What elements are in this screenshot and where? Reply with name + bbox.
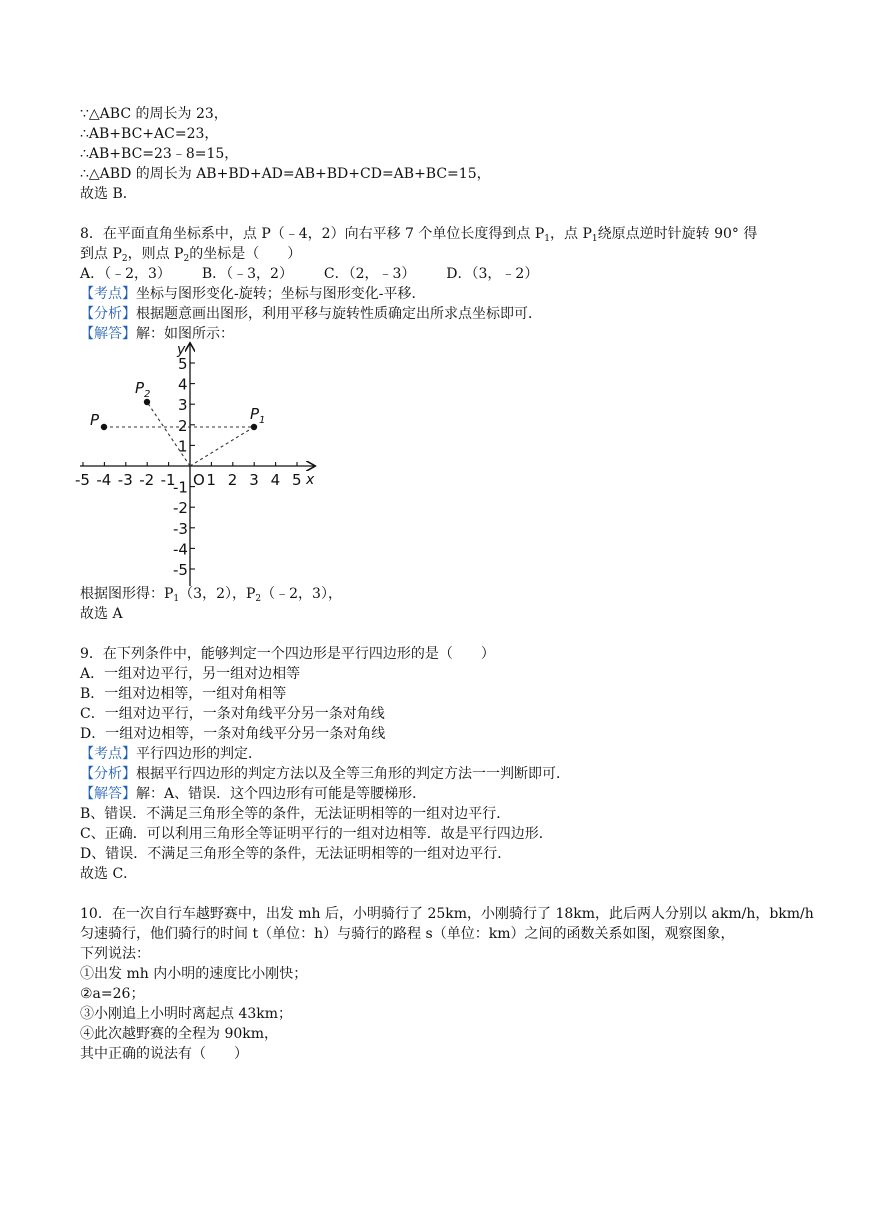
q9-solution-d: D、错误．不满足三角形全等的条件，无法证明相等的一组对边平行．: [80, 846, 512, 862]
q9-fenxi: 【分析】根据平行四边形的判定方法以及全等三角形的判定方法一一判断即可．: [80, 766, 570, 782]
point-p2-label: $P_2$: [135, 379, 151, 400]
y-tick-label: -1: [173, 478, 188, 497]
x-tick-label: 3: [249, 471, 259, 489]
q9-option-c: C．一组对边平行，一条对角线平分另一条对角线: [80, 706, 385, 722]
q10-statement-2: ②a=26；: [80, 986, 145, 1002]
y-tick-label: -2: [173, 499, 188, 518]
origin-label: O: [193, 471, 205, 489]
q9-solution-b: B、错误．不满足三角形全等的条件，无法证明相等的一组对边平行．: [80, 806, 511, 822]
x-tick-label: 1: [206, 471, 216, 489]
q8-stem-line-1: 8．在平面直角坐标系中，点 P（﹣4，2）向右平移 7 个单位长度得到点 $P_1$，点 $P_1$绕原点逆时针旋转 90° 得: [80, 226, 758, 244]
point-p1: [251, 424, 257, 430]
q8-option-a: A．（﹣2，3）: [80, 266, 171, 282]
origin-to-p1-dashed-line: [190, 427, 254, 466]
x-tick-label: 4: [270, 471, 281, 489]
prev-line-4: ∴△ABD 的周长为 AB+BD+AD=AB+BD+CD=AB+BC=15，: [80, 166, 491, 182]
x-tick-label: -3: [117, 471, 133, 489]
q10-stem-line-3: 下列说法：: [80, 946, 150, 962]
q9-kaodian: 【考点】平行四边形的判定．: [80, 746, 262, 762]
y-tick-label: -5: [173, 561, 188, 579]
y-tick-label: 2: [178, 416, 188, 435]
q8-option-c: C．（2，﹣3）: [323, 266, 416, 282]
q8-option-b: B．（﹣3，2）: [201, 266, 293, 282]
q9-option-a: A．一组对边平行，另一组对边相等: [80, 666, 301, 682]
q9-stem: 9．在下列条件中，能够判定一个四边形是平行四边形的是（ ）: [80, 646, 495, 662]
y-tick-label: 3: [178, 396, 188, 415]
prev-line-5: 故选 B．: [80, 186, 137, 202]
prev-line-2: ∴AB+BC+AC=23，: [80, 126, 219, 142]
q9-option-d: D．一组对边相等，一条对角线平分另一条对角线: [80, 726, 386, 742]
q8-jieda: 【解答】解：如图所示：: [80, 326, 234, 342]
point-p: [101, 424, 107, 430]
y-tick-label: -3: [173, 519, 188, 538]
point-p-label: P: [90, 411, 100, 429]
point-p1-label: $P_1$: [250, 405, 266, 426]
x-tick-label: -1: [160, 471, 176, 489]
q8-fenxi: 【分析】根据题意画出图形，利用平移与旋转性质确定出所求点坐标即可．: [80, 306, 542, 322]
y-axis-label: y: [177, 342, 186, 358]
q9-answer: 故选 C．: [80, 866, 138, 882]
y-tick-label: 4: [178, 375, 188, 394]
x-tick-label: 2: [227, 471, 238, 489]
x-tick-label: -5: [75, 471, 90, 489]
q10-statement-1: ①出发 mh 内小明的速度比小刚快；: [80, 966, 308, 982]
q10-stem-line-1: 10．在一次自行车越野赛中，出发 mh 后，小明骑行了 25km，小刚骑行了 18km，此后两人分别以 akm/h，bkm/h: [80, 906, 814, 922]
y-tick-label: 5: [178, 355, 188, 373]
q8-option-d: D．（3，﹣2）: [446, 266, 539, 282]
q8-kaodian: 【考点】坐标与图形变化-旋转；坐标与图形变化-平移．: [80, 286, 426, 302]
prev-line-1: ∵△ABC 的周长为 23，: [80, 106, 228, 122]
q9-solution-c: C、正确．可以利用三角形全等证明平行的一组对边相等．故是平行四边形．: [80, 826, 553, 842]
y-tick-label: 1: [178, 437, 188, 456]
q10-statement-4: ④此次越野赛的全程为 90km，: [80, 1026, 279, 1042]
q10-question: 其中正确的说法有（ ）: [80, 1046, 248, 1062]
q8-result-line: 根据图形得：$P_1(3$，2），$P_2(﹣2$，3），: [80, 586, 342, 604]
x-tick-label: -4: [96, 471, 112, 489]
prev-line-3: ∴AB+BC=23﹣8=15，: [80, 146, 239, 162]
x-axis-label: x: [306, 472, 315, 488]
q10-stem-line-2: 匀速骑行，他们骑行的时间 t（单位：h）与骑行的路程 s（单位：km）之间的函数关系如图，观察图象，: [80, 926, 735, 942]
q9-jieda: 【解答】解：A、错误．这个四边形有可能是等腰梯形．: [80, 786, 427, 802]
q8-answer: 故选 A: [80, 606, 123, 622]
q8-stem-line-2: 到点 $P_2$，则点 $P_2$的坐标是（ ）: [80, 246, 302, 264]
q10-statement-3: ③小刚追上小明时离起点 43km；: [80, 1006, 293, 1022]
y-tick-label: -4: [173, 540, 188, 559]
x-tick-label: -2: [139, 471, 155, 489]
q9-option-b: B．一组对边相等，一组对角相等: [80, 686, 287, 702]
x-tick-label: 5: [292, 471, 302, 489]
